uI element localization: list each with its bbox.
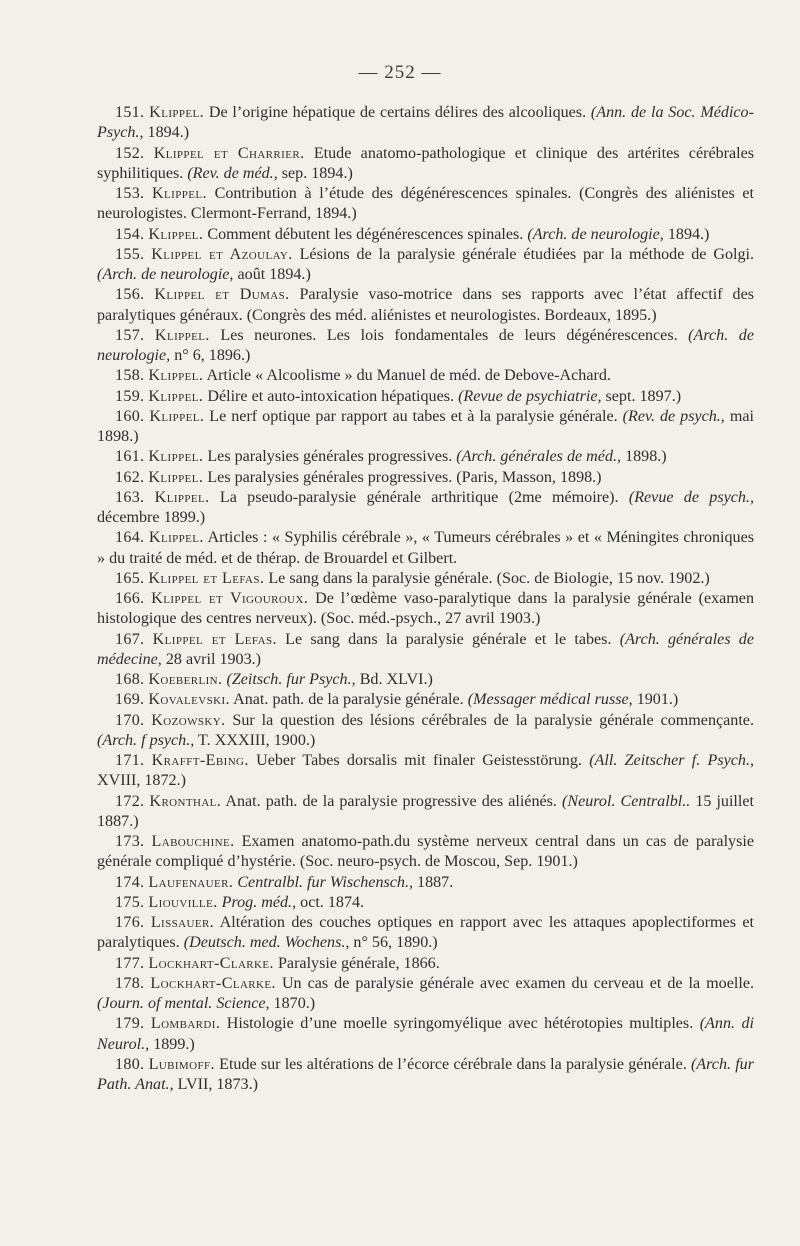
entry-title: Sur la question des lésions cérébrales de la paralysie générale commençante. — [232, 711, 754, 729]
entry-author: Lockhart-Clarke. — [150, 974, 276, 992]
entry-number: 155. — [115, 245, 145, 263]
entry-number: 174. — [115, 873, 145, 891]
entry-details: 28 avril 1903.) — [165, 650, 262, 668]
entry-number: 177. — [115, 954, 145, 972]
entry-source: Centralbl. fur Wischensch., — [237, 873, 413, 891]
entry-title: Paralysie générale, 1866. — [277, 954, 440, 972]
bibliography-entry — [97, 711, 754, 752]
entry-author: Klippel. — [154, 488, 210, 506]
entry-author: Lombardi. — [150, 1015, 221, 1033]
bibliography-entry — [97, 103, 754, 144]
entry-title: Etude sur les altérations de l’écorce cérébrale dans la paralysie générale. — [219, 1055, 687, 1073]
entry-details: n° 6, 1896.) — [174, 347, 251, 364]
entry-author: Kronthal. — [149, 792, 222, 810]
entry-author: Klippel et Azoulay. — [151, 245, 293, 263]
bibliography-entry — [97, 144, 754, 185]
bibliography-entry — [97, 1014, 754, 1055]
entry-title: De l’origine hépatique de certains délires des alcooliques. — [208, 104, 587, 121]
entry-number: 176. — [115, 914, 145, 931]
bibliography-entry — [97, 528, 754, 569]
entry-number: 180. — [115, 1055, 145, 1073]
entry-title: Examen anatomo-path.du système nerveux central dans un cas de paralysie générale compliqué d’hystérie. (Soc. neuro-psych. de Moscou, Sep. 1901.) — [97, 833, 754, 871]
bibliography-entry — [97, 447, 754, 467]
entry-title: Un cas de paralysie générale avec examen du cerveau et de la moelle. — [281, 974, 754, 992]
entry-title: Histologie d’une moelle syringomyélique avec hétérotopies multiples. — [226, 1015, 694, 1033]
entry-author: Lissauer. — [150, 914, 215, 931]
entry-number: 175. — [115, 893, 145, 911]
entry-number: 158. — [115, 367, 145, 385]
entry-title: Les paralysies générales progressives. — [207, 448, 453, 466]
entry-source: (Arch. générales de méd., — [456, 448, 622, 466]
entry-author: Laufenauer. — [148, 873, 234, 891]
bibliography-entry — [97, 468, 754, 488]
entry-details: 1887. — [417, 873, 454, 891]
entry-author: Kovalevski. — [148, 691, 230, 709]
entry-source: (Zeitsch. fur Psych., — [226, 671, 356, 688]
entry-number: 163. — [115, 488, 145, 506]
entry-source: (Journ. of mental. Science, — [97, 995, 270, 1012]
entry-source: (Arch. f psych., — [97, 731, 195, 749]
bibliography-entry — [97, 285, 754, 326]
bibliography-entry — [97, 184, 754, 225]
bibliography-entry — [97, 690, 754, 710]
entry-author: Koeberlin. — [148, 671, 223, 688]
entry-title: Anat. path. de la paralysie générale. — [233, 691, 464, 709]
bibliography-entry — [97, 569, 754, 589]
entry-author: Lockhart-Clarke. — [148, 954, 274, 972]
entry-author: Klippel. — [149, 407, 205, 425]
entry-source: (Messager médical russe, — [467, 691, 633, 709]
entry-source: (Arch. générales de médecine, — [97, 630, 755, 668]
entry-source: (Arch. de neurologie, — [97, 266, 234, 283]
entry-title: Le nerf optique par rapport au tabes et à la paralysie générale. — [209, 407, 618, 425]
bibliography-entry — [97, 954, 754, 974]
entry-number: 172. — [115, 792, 145, 810]
entry-number: 156. — [115, 286, 145, 304]
bibliography-entry — [97, 670, 754, 690]
entry-number: 178. — [115, 974, 145, 992]
entry-title: Anat. path. de la paralysie progressive des aliénés. — [225, 792, 557, 810]
entry-number: 157. — [115, 326, 145, 344]
entry-source: (Arch. de neurologie, — [527, 225, 664, 243]
entry-number: 169. — [115, 691, 145, 709]
entry-source: (Revue de psychiatrie, — [458, 387, 602, 405]
bibliography-entry — [97, 893, 754, 913]
entry-author: Klippel et Lefas. — [152, 630, 277, 648]
entry-title: Altération des couches optiques en rapport avec les attaques apoplectiformes et paralytiques. — [97, 914, 755, 952]
bibliography-list — [97, 103, 754, 1095]
entry-author: Klippel. — [148, 448, 204, 466]
entry-number: 170. — [115, 711, 145, 729]
entry-number: 152. — [115, 144, 145, 162]
entry-title: La pseudo-paralysie générale arthritique (2me mémoire). — [219, 488, 619, 506]
entry-details: 1894.) — [147, 124, 190, 142]
bibliography-entry — [97, 751, 754, 792]
entry-title: Le sang dans la paralysie générale et le tabes. — [285, 630, 612, 648]
entry-source: (Rev. de psych., — [622, 407, 725, 425]
entry-title: De l’œdème vaso-paralytique dans la paralysie générale (examen histologique des centres nerveux). (Soc. méd.-psych., 27 avril 1903.) — [97, 590, 754, 628]
entry-details: 15 juillet 1887.) — [97, 792, 754, 830]
entry-details: oct. 1874. — [300, 893, 365, 911]
entry-details: sep. 1894.) — [281, 164, 353, 182]
entry-source: (Arch. de neurologie, — [97, 326, 754, 364]
entry-author: Krafft-Ebing. — [151, 752, 249, 769]
entry-title: Les paralysies générales progressives. (Paris, Masson, 1898.) — [207, 468, 602, 486]
entry-source: (All. Zeitscher f. Psych., — [589, 752, 754, 769]
entry-number: 161. — [115, 448, 145, 466]
entry-author: Klippel. — [149, 104, 205, 121]
entry-author: Klippel. — [148, 468, 204, 486]
bibliography-entry — [97, 974, 754, 1015]
bibliography-entry — [97, 387, 754, 407]
bibliography-entry — [97, 1055, 754, 1096]
entry-author: Klippel et Dumas. — [154, 286, 290, 304]
entry-author: Klippel et Charrier. — [153, 144, 305, 162]
entry-title: Lésions de la paralysie générale étudiées par la méthode de Golgi. — [299, 245, 755, 263]
entry-number: 167. — [115, 630, 145, 648]
entry-number: 164. — [115, 529, 145, 547]
entry-author: Klippel et Vigouroux. — [151, 590, 309, 607]
bibliography-entry — [97, 407, 754, 448]
entry-source: (Deutsch. med. Wochens., — [183, 934, 350, 952]
entry-author: Labouchine. — [151, 833, 235, 850]
entry-source: (Revue de psych., — [628, 488, 754, 506]
bibliography-entry — [97, 366, 754, 386]
bibliography-entry — [97, 245, 754, 286]
bibliography-entry — [97, 630, 754, 671]
entry-details: 1898.) — [625, 448, 667, 466]
bibliography-entry — [97, 488, 754, 529]
entry-number: 153. — [115, 185, 145, 202]
entry-number: 166. — [115, 590, 145, 607]
bibliography-entry — [97, 225, 754, 245]
entry-number: 173. — [115, 833, 145, 850]
entry-details: 1894.) — [667, 225, 710, 243]
entry-title: Les neurones. Les lois fondamentales de leurs dégénérescences. — [220, 326, 678, 344]
entry-title: Articles : « Syphilis cérébrale », « Tumeurs cérébrales » et « Méningites chroniques » du traité de méd. et de thérap. de Brouardel et Gilbert. — [97, 529, 755, 567]
bibliography-entry — [97, 832, 754, 873]
entry-details: XVIII, 1872.) — [97, 772, 186, 790]
entry-source: (Arch. fur Path. Anat., — [97, 1055, 754, 1093]
page-number: — 252 — — [358, 62, 442, 83]
entry-details: 1899.) — [153, 1035, 195, 1053]
bibliography-entry — [97, 873, 754, 893]
entry-source: (Rev. de méd., — [187, 164, 278, 182]
entry-author: Lubimoff. — [148, 1055, 215, 1073]
entry-number: 154. — [115, 225, 145, 243]
entry-author: Klippel. — [148, 529, 204, 547]
entry-source: (Ann. di Neurol., — [97, 1015, 754, 1053]
entry-title: Ueber Tabes dorsalis mit finaler Geistesstörung. — [256, 752, 582, 769]
entry-source: (Ann. de la Soc. Médico-Psych., — [97, 104, 754, 142]
entry-details: décembre 1899.) — [97, 509, 206, 526]
bibliography-entry — [97, 326, 754, 367]
bibliography-entry — [97, 589, 754, 630]
entry-author: Liouville. — [148, 893, 218, 911]
entry-details: 1870.) — [273, 995, 316, 1012]
entry-author: Kozowsky. — [151, 711, 226, 729]
entry-number: 168. — [115, 671, 145, 688]
bibliography-entry — [97, 913, 754, 954]
entry-source: Prog. méd., — [221, 893, 297, 911]
entry-title: Délire et auto-intoxication hépatiques. — [207, 387, 455, 405]
entry-number: 162. — [115, 468, 145, 486]
entry-title: Le sang dans la paralysie générale. (Soc. de Biologie, 15 nov. 1902.) — [268, 569, 710, 587]
entry-details: LVII, 1873.) — [177, 1076, 258, 1093]
entry-title: Paralysie vaso-motrice dans ses rapports avec l’état affectif des paralytiques généraux. (Congrès des méd. aliénistes et neurologistes. Bordeaux, 1895.) — [97, 286, 754, 324]
entry-details: sept. 1897.) — [605, 387, 682, 405]
entry-author: Klippel. — [148, 225, 204, 243]
entry-number: 179. — [115, 1015, 145, 1033]
entry-author: Klippel. — [148, 367, 204, 385]
entry-number: 151. — [115, 104, 145, 121]
entry-number: 165. — [115, 569, 145, 587]
entry-details: T. XXXIII, 1900.) — [198, 731, 316, 749]
entry-source: (Neurol. Centralbl.. — [561, 792, 691, 810]
entry-author: Klippel. — [148, 387, 204, 405]
entry-author: Klippel. — [152, 185, 207, 202]
entry-number: 159. — [115, 387, 145, 405]
entry-title: Article « Alcoolisme » du Manuel de méd. de Debove-Achard. — [206, 367, 611, 385]
entry-number: 160. — [115, 407, 145, 425]
entry-details: mai 1898.) — [97, 407, 754, 445]
entry-number: 171. — [115, 752, 145, 769]
entry-details: août 1894.) — [237, 266, 311, 283]
entry-details: n° 56, 1890.) — [353, 934, 438, 952]
entry-author: Klippel et Lefas. — [148, 569, 265, 587]
entry-title: Comment débutent les dégénérescences spinales. — [207, 225, 524, 243]
entry-author: Klippel. — [154, 326, 210, 344]
entry-details: Bd. XLVI.) — [359, 671, 433, 688]
entry-title: Contribution à l’étude des dégénérescences spinales. (Congrès des aliénistes et neurologistes. Clermont-Ferrand, 1894.) — [97, 185, 755, 223]
bibliography-entry — [97, 792, 754, 833]
entry-details: 1901.) — [636, 691, 679, 709]
entry-title: Etude anatomo-pathologique et clinique des artérites cérébrales syphilitiques. — [97, 144, 755, 182]
